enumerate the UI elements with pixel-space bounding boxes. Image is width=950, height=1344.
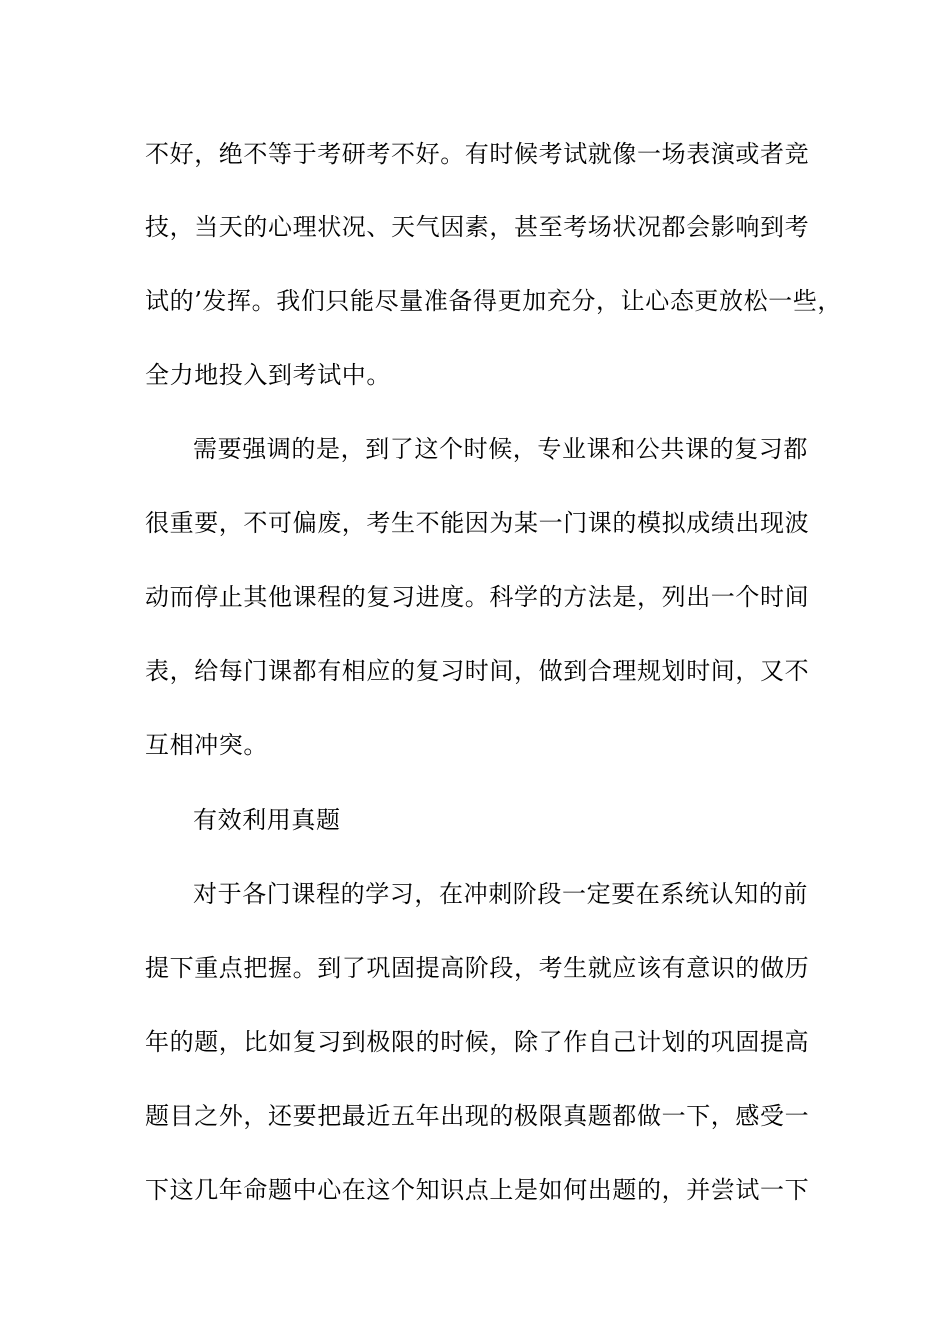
text-line: 下这几年命题中心在这个知识点上是如何出题的，并尝试一下 — [145, 1176, 810, 1204]
text-line: 题目之外，还要把最近五年出现的极限真题都做一下，感受一 — [145, 1102, 810, 1130]
paragraph-first-line: 需要强调的是，到了这个时候，专业课和公共课的复习都 — [193, 435, 808, 463]
section-heading: 有效利用真题 — [193, 806, 341, 834]
text-line: 年的题，比如复习到极限的时候，除了作自己计划的巩固提高 — [145, 1028, 810, 1056]
text-line: 试的’发挥。我们只能尽量准备得更加充分，让心态更放松一些， — [145, 287, 843, 315]
text-line: 动而停止其他课程的复习进度。科学的方法是，列出一个时间 — [145, 583, 810, 611]
text-line: 提下重点把握。到了巩固提高阶段，考生就应该有意识的做历 — [145, 954, 810, 982]
text-line: 技，当天的心理状况、天气因素，甚至考场状况都会影响到考 — [145, 213, 810, 241]
text-line: 表，给每门课都有相应的复习时间，做到合理规划时间，又不 — [145, 657, 810, 685]
text-line: 不好，绝不等于考研考不好。有时候考试就像一场表演或者竞 — [145, 140, 810, 168]
text-line: 互相冲突。 — [145, 731, 268, 759]
paragraph-first-line: 对于各门课程的学习，在冲刺阶段一定要在系统认知的前 — [193, 880, 808, 908]
text-line: 很重要，不可偏废，考生不能因为某一门课的模拟成绩出现波 — [145, 509, 810, 537]
text-line: 全力地投入到考试中。 — [145, 361, 391, 389]
